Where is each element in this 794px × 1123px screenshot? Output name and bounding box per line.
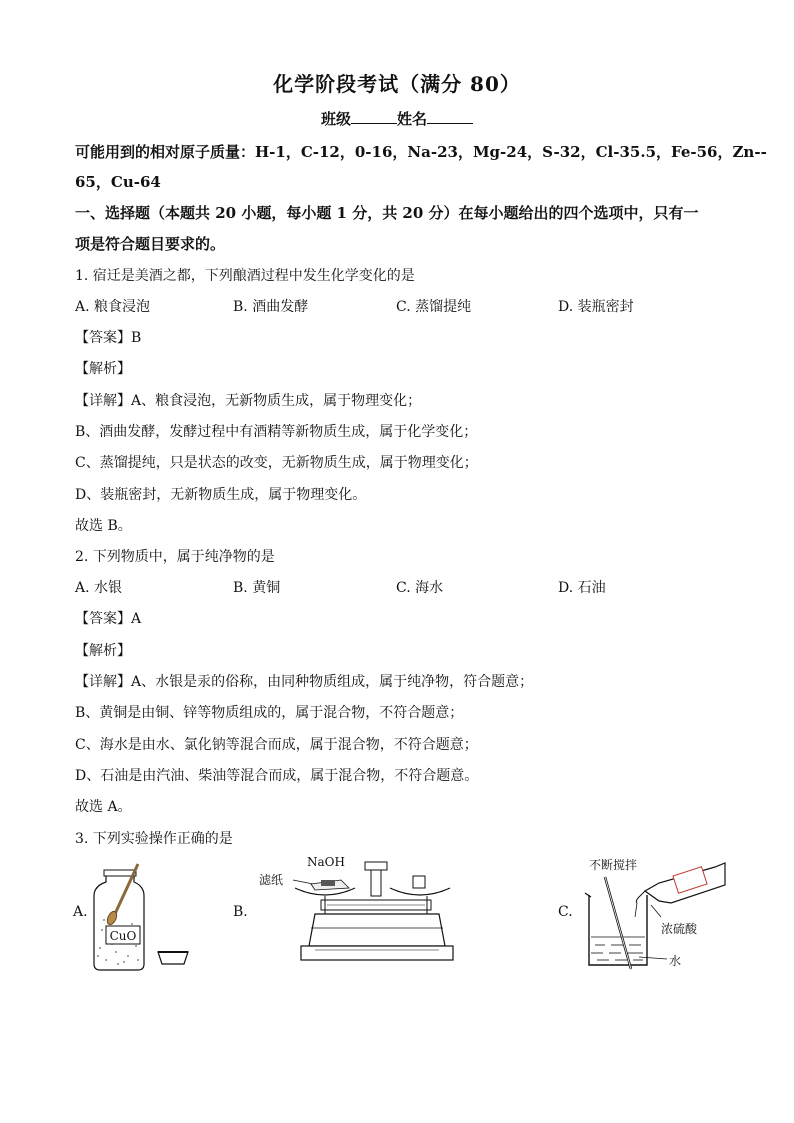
q2-option-d: D. 石油 (558, 580, 606, 596)
filter-paper-label: 滤纸 (259, 873, 284, 887)
q2-answer: 【答案】A (75, 611, 142, 627)
q1-detail-a: 【详解】A、粮食浸泡，无新物质生成，属于物理变化； (75, 393, 422, 409)
q2-detail-d: D、石油是由汽油、柴油等混合而成，属于混合物，不符合题意。 (75, 768, 479, 784)
q2-detail-c: C、海水是由水、氯化钠等混合而成，属于混合物，不符合题意； (75, 737, 478, 753)
q1-analysis: 【解析】 (75, 361, 131, 377)
q1-detail-b: B、酒曲发酵，发酵过程中有酒精等新物质生成，属于化学变化； (75, 424, 478, 440)
q2-stem: 2. 下列物质中，属于纯净物的是 (75, 549, 275, 565)
q3-figure-c-dilution-diagram (575, 855, 745, 975)
q2-option-a: A. 水银 (75, 580, 123, 596)
q3-figure-a-bottle-diagram (88, 860, 228, 975)
q1-detail-c: C、蒸馏提纯，只是状态的改变，无新物质生成，属于物理变化； (75, 455, 478, 471)
q3-figure-b-balance-diagram (255, 850, 455, 975)
q2-detail-b: B、黄铜是由铜、锌等物质组成的，属于混合物，不符合题意； (75, 705, 464, 721)
q1-option-b: B. 酒曲发酵 (233, 299, 309, 315)
acid-label: 浓硫酸 (661, 922, 698, 936)
class-label: 班级 (320, 110, 351, 128)
q3-figure-c-label: C. (558, 904, 573, 920)
q2-option-b: B. 黄铜 (233, 580, 281, 596)
q1-detail-d: D、装瓶密封，无新物质生成，属于物理变化。 (75, 487, 367, 503)
name-label: 姓名 (397, 110, 428, 128)
q1-option-a: A. 粮食浸泡 (75, 299, 151, 315)
q1-stem: 1. 宿迁是美酒之都，下列酿酒过程中发生化学变化的是 (75, 268, 415, 284)
q1-answer: 【答案】B (75, 330, 142, 346)
section-heading-line-2: 项是符合题目要求的。 (75, 235, 226, 253)
q3-stem: 3. 下列实验操作正确的是 (75, 831, 233, 847)
naoh-label: NaOH (307, 855, 345, 869)
class-blank[interactable] (351, 111, 397, 124)
class-name-line (0, 108, 794, 129)
q2-analysis: 【解析】 (75, 643, 131, 659)
cuo-label: CuO (109, 929, 137, 943)
section-heading-line-1: 一、选择题（本题共 20 小题，每小题 1 分，共 20 分）在每小题给出的四个选项中，只有一 (75, 204, 699, 222)
q2-detail-a: 【详解】A、水银是汞的俗称，由同种物质组成，属于纯净物，符合题意； (75, 674, 534, 690)
q2-option-c: C. 海水 (396, 580, 444, 596)
q1-conclusion: 故选 B。 (75, 518, 132, 534)
q1-option-c: C. 蒸馏提纯 (396, 299, 472, 315)
q3-figure-a-label: A. (73, 904, 88, 920)
q3-figure-b-label: B. (233, 904, 248, 920)
q2-conclusion: 故选 A。 (75, 799, 132, 815)
stir-label: 不断搅拌 (589, 858, 638, 872)
water-label: 水 (669, 954, 682, 968)
atomic-mass-line-1: 可能用到的相对原子质量：H-1，C-12，0-16，Na-23，Mg-24，S-32，Cl-35.5，Fe-56，Zn-- (75, 143, 767, 161)
atomic-mass-line-2: 65，Cu-64 (75, 173, 161, 191)
page-title: 化学阶段考试（满分 80） (273, 72, 521, 96)
name-blank[interactable] (427, 111, 473, 124)
q1-option-d: D. 装瓶密封 (558, 299, 634, 315)
